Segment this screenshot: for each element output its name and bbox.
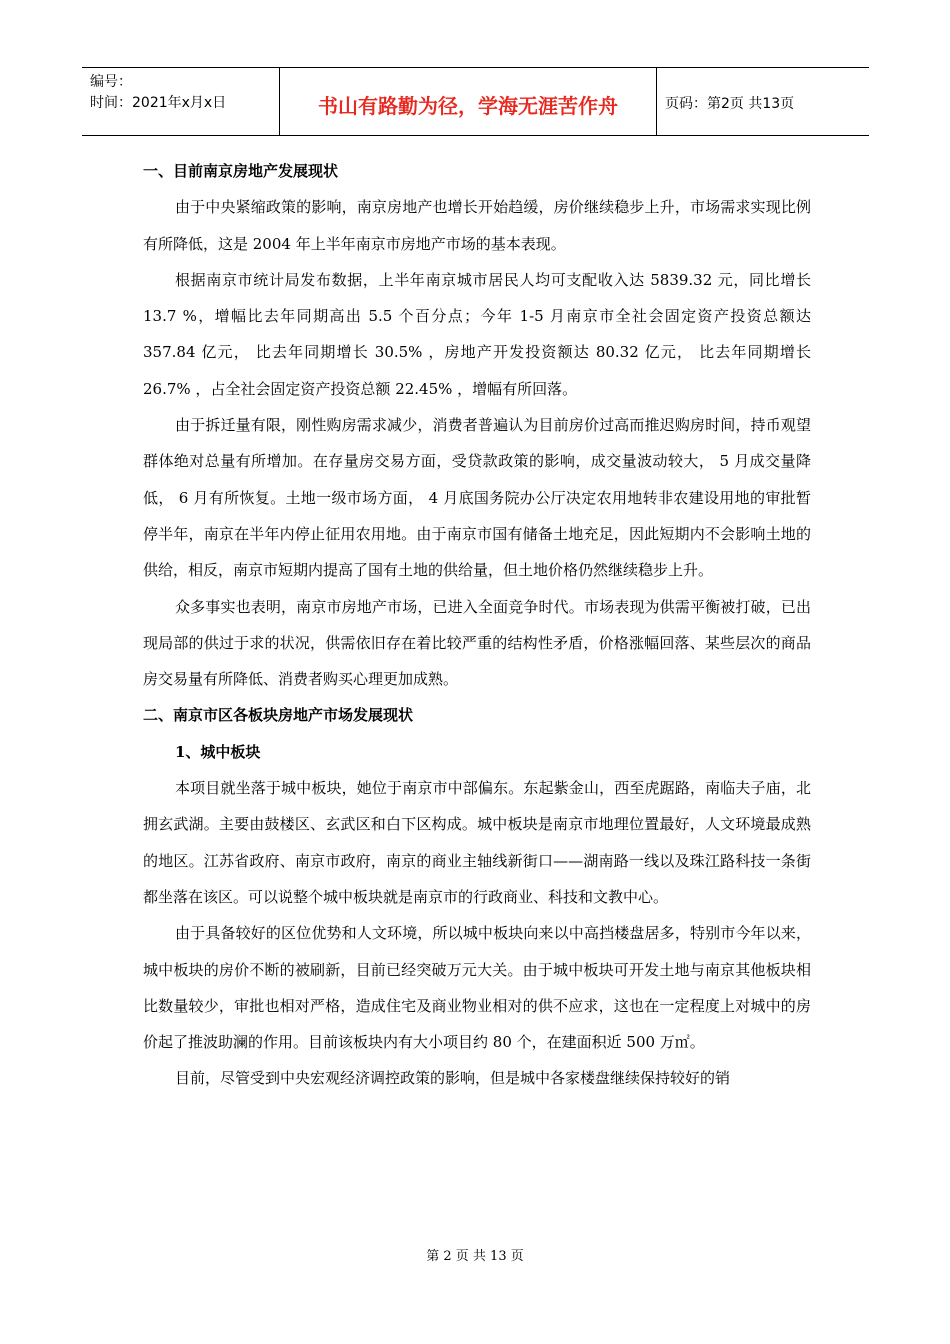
date-line: 时间：2021年x月x日 bbox=[90, 95, 227, 111]
paragraph: 根据南京市统计局发布数据，上半年南京城市居民人均可支配收入达 5839.32 元，同比增长 13.7 %，增幅比去年同期高出 5.5 个百分点；今年 1-5 月南京市全社会固定资产投资总额达 357.84 亿元， 比去年同期增长 30.5% ，房地产开发投资额达 80.32 亿元， 比去年同期增长 26.7% ，占全社会固定资产投资总额 22.45% ，增幅有所回落。 bbox=[143, 270, 811, 398]
header-center-cell bbox=[280, 68, 657, 135]
header-left-cell bbox=[82, 68, 280, 135]
page-info: 页码：第2页 共13页 bbox=[665, 96, 795, 112]
paragraph: 目前，尽管受到中央宏观经济调控政策的影响，但是城中各家楼盘继续保持较好的销 bbox=[175, 1069, 731, 1088]
section-heading: 一、目前南京房地产发展现状 bbox=[143, 162, 339, 180]
paragraph: 由于拆迁量有限，刚性购房需求减少，消费者普遍认为目前房价过高而推迟购房时间，持币观望群体绝对总量有所增加。在存量房交易方面，受贷款政策的影响，成交量波动较大， 5 月成交量降低， 6 月有所恢复。土地一级市场方面， 4 月底国务院办公厅决定农用地转非农建设用地的审批暂停半年，南京在半年内停止征用农用地。由于南京市国有储备土地充足，因此短期内不会影响土地的供给，相反，南京市短期内提高了国有土地的供给量，但土地价格仍然继续稳步上升。 bbox=[143, 416, 811, 580]
document-body bbox=[143, 153, 811, 1097]
code-label: 编号： bbox=[90, 74, 132, 90]
page-footer: 第 2 页 共 13 页 bbox=[426, 1249, 524, 1264]
paragraph: 众多事实也表明，南京市房地产市场，已进入全面竞争时代。市场表现为供需平衡被打破，已出现局部的供过于求的状况，供需依旧存在着比较严重的结构性矛盾，价格涨幅回落、某些层次的商品房交易量有所降低、消费者购买心理更加成熟。 bbox=[143, 597, 811, 689]
header-table bbox=[82, 67, 869, 136]
subsection-heading: 1、城中板块 bbox=[175, 742, 261, 761]
paragraph: 由于具备较好的区位优势和人文环境，所以城中板块向来以中高挡楼盘居多，特别市今年以来，城中板块的房价不断的被刷新，目前已经突破万元大关。由于城中板块可开发土地与南京其他板块相比数量较少，审批也相对严格，造成住宅及商业物业相对的供不应求，这也在一定程度上对城中的房价起了推波助澜的作用。目前该板块内有大小项目约 80 个，在建面积近 500 万㎡。 bbox=[143, 924, 811, 1052]
section-heading: 二、南京市区各板块房地产市场发展现状 bbox=[143, 706, 414, 725]
header-right-cell bbox=[657, 68, 869, 135]
paragraph: 由于中央紧缩政策的影响，南京房地产也增长开始趋缓，房价继续稳步上升，市场需求实现比例有所降低，这是 2004 年上半年南京市房地产市场的基本表现。 bbox=[143, 198, 811, 253]
paragraph: 本项目就坐落于城中板块，她位于南京市中部偏东。东起紫金山，西至虎踞路，南临夫子庙，北拥玄武湖。主要由鼓楼区、玄武区和白下区构成。城中板块是南京市地理位置最好，人文环境最成熟的地区。江苏省政府、南京市政府，南京的商业主轴线新街口——湖南路一线以及珠江路科技一条街都坐落在该区。可以说整个城中板块就是南京市的行政商业、科技和文教中心。 bbox=[143, 779, 811, 906]
motto: 书山有路勤为径，学海无涯苦作舟 bbox=[318, 94, 618, 118]
